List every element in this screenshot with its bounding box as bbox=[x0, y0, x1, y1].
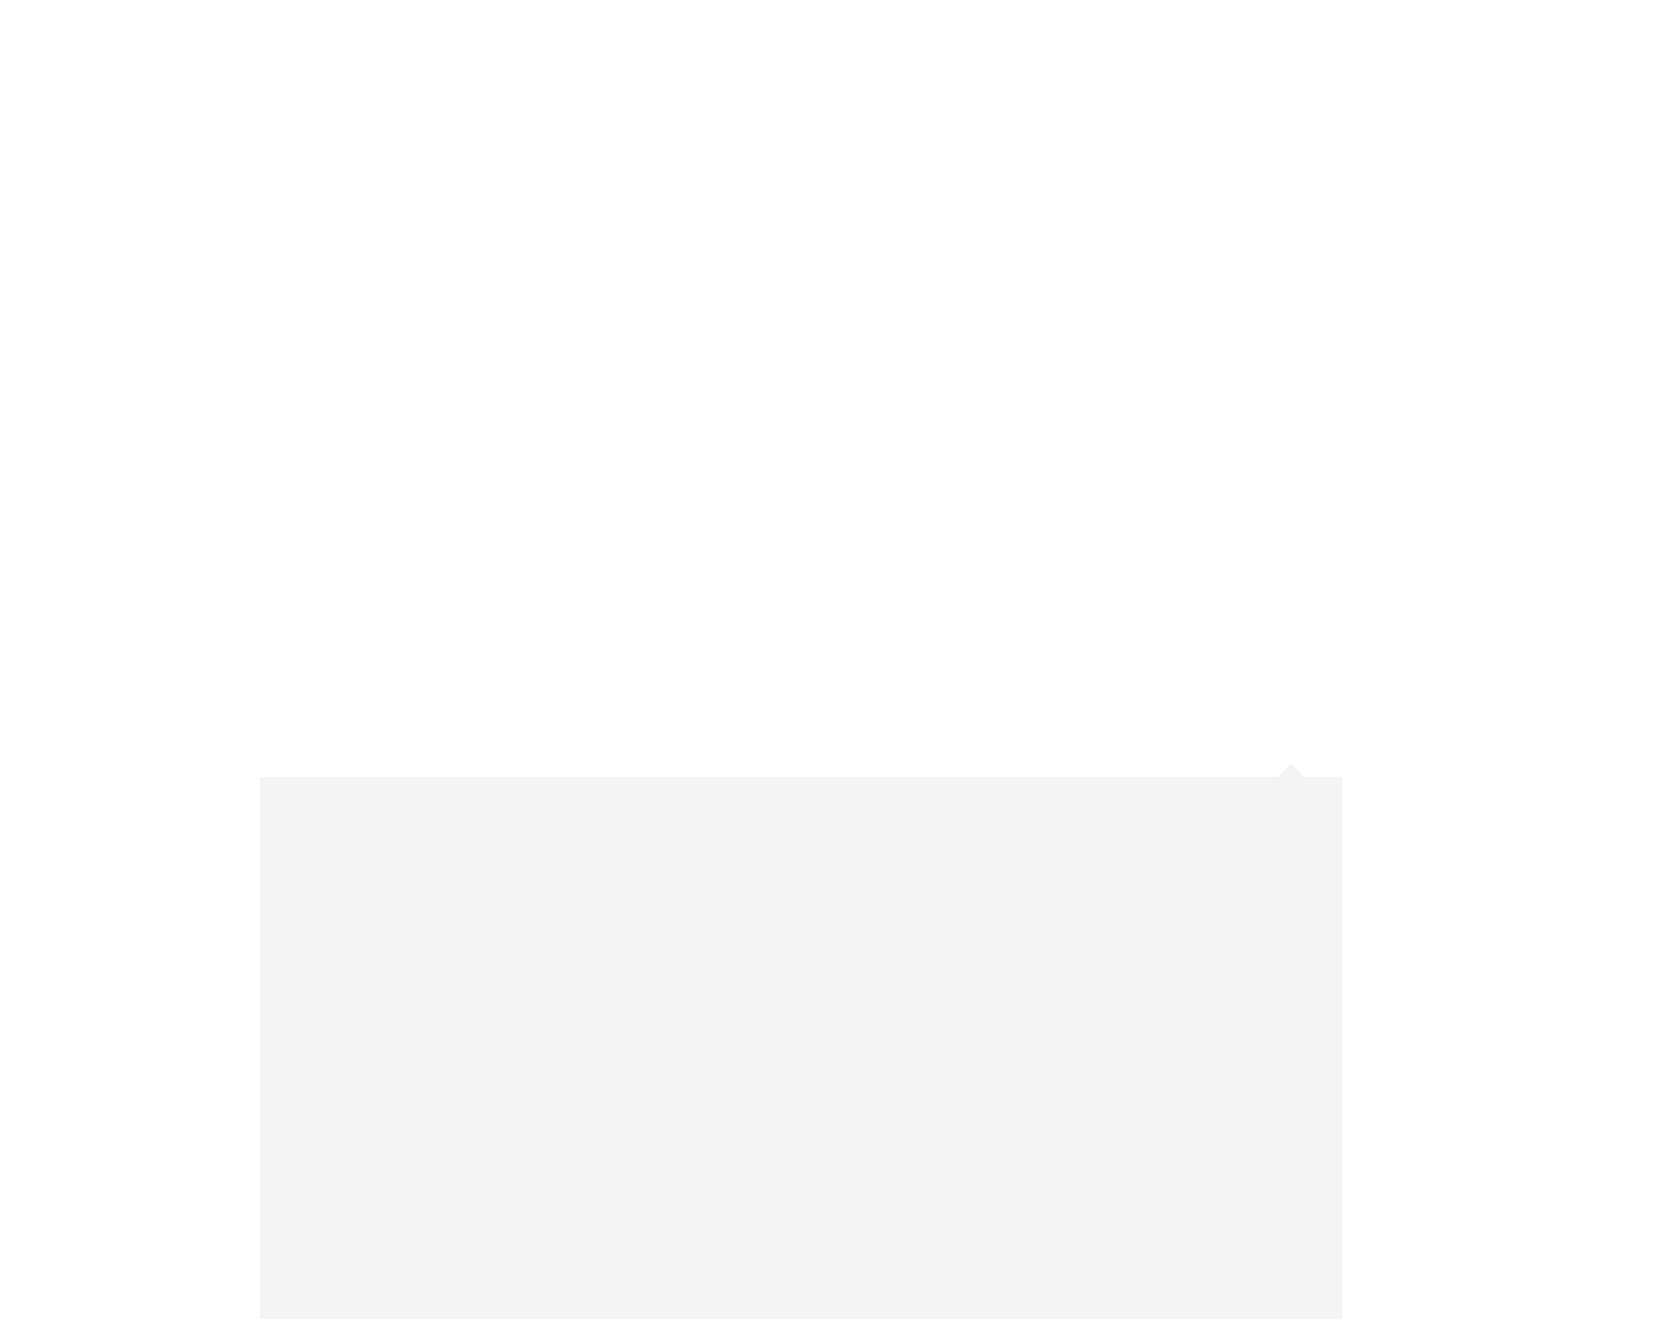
monthly-panel bbox=[260, 777, 1342, 1319]
callout-pointer bbox=[1278, 763, 1304, 777]
